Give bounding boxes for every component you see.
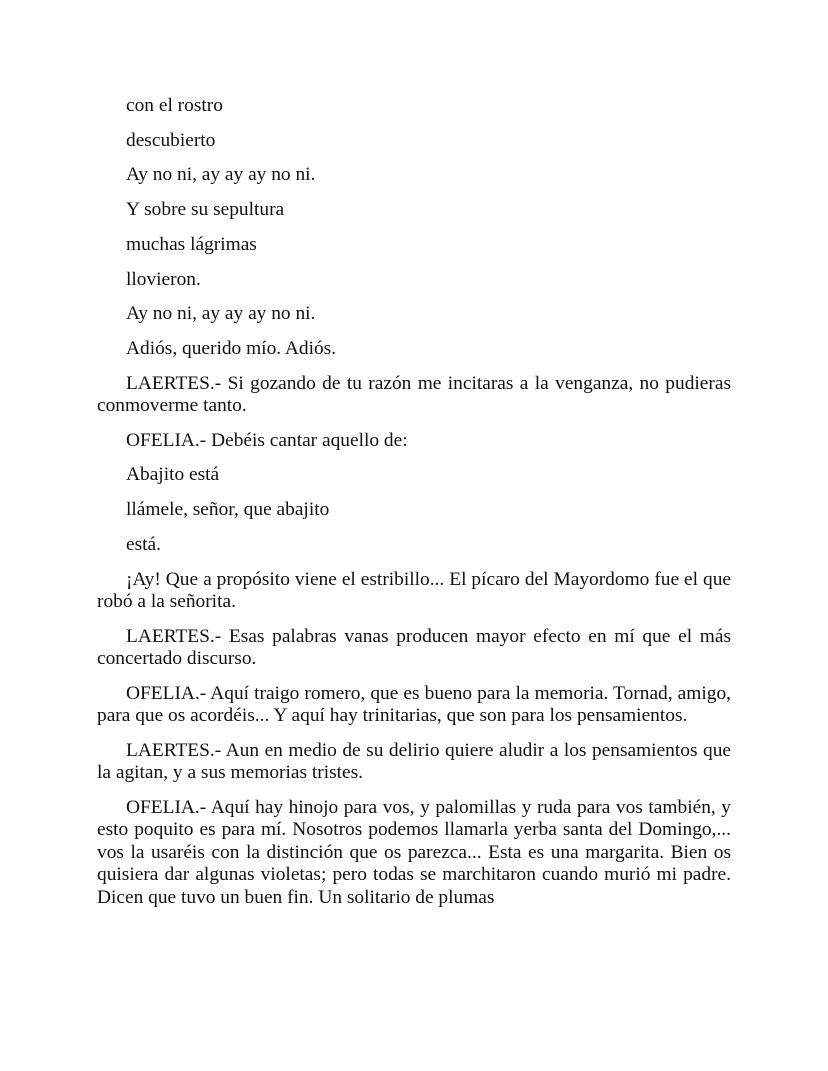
dialogue-paragraph: LAERTES.- Si gozando de tu razón me incitaras a la venganza, no pudieras conmoverme tanto. [97,372,731,417]
verse-line: llovieron. [126,268,201,290]
dialogue-paragraph: OFELIA.- Aquí traigo romero, que es bueno para la memoria. Tornad, amigo, para que os acordéis... Y aquí hay trinitarias, que son para los pensamientos. [97,682,731,727]
verse-line: con el rostro [126,95,223,116]
verse-line: descubierto [126,129,216,151]
dialogue-paragraph: OFELIA.- Aquí hay hinojo para vos, y palomillas y ruda para vos también, y esto poquito es para mí. Nosotros podemos llamarla yerba santa del Domingo,... vos la usaréis con la distinción que os parezca... Esta es una margarita. Bien os quisiera dar algunas violetas; pero todas se marchitaron cuando murió mi padre. Dicen que tuvo un buen fin. Un solitario de plumas [97,796,731,908]
dialogue-paragraph: ¡Ay! Que a propósito viene el estribillo... El pícaro del Mayordomo fue el que robó a la señorita. [97,568,731,612]
verse-line: Y sobre su sepultura [126,199,285,221]
verse-line: Abajito está [126,464,220,486]
verse-line: muchas lágrimas [126,233,257,255]
verse-line: Adiós, querido mío. Adiós. [126,337,337,359]
verse-line: Ay no ni, ay ay ay no ni. [126,164,316,186]
dialogue-paragraph: LAERTES.- Aun en medio de su delirio quiere aludir a los pensamientos que la agitan, y a sus memorias tristes. [97,739,731,784]
verse-line: Ay no ni, ay ay ay no ni. [126,303,316,325]
verse-line: llámele, señor, que abajito [126,499,330,521]
dialogue-paragraph: LAERTES.- Esas palabras vanas producen mayor efecto en mí que el más concertado discurso. [97,625,731,670]
document-page [97,95,731,921]
dialogue-line: OFELIA.- Debéis cantar aquello de: [126,429,408,451]
verse-line: está. [126,533,161,555]
